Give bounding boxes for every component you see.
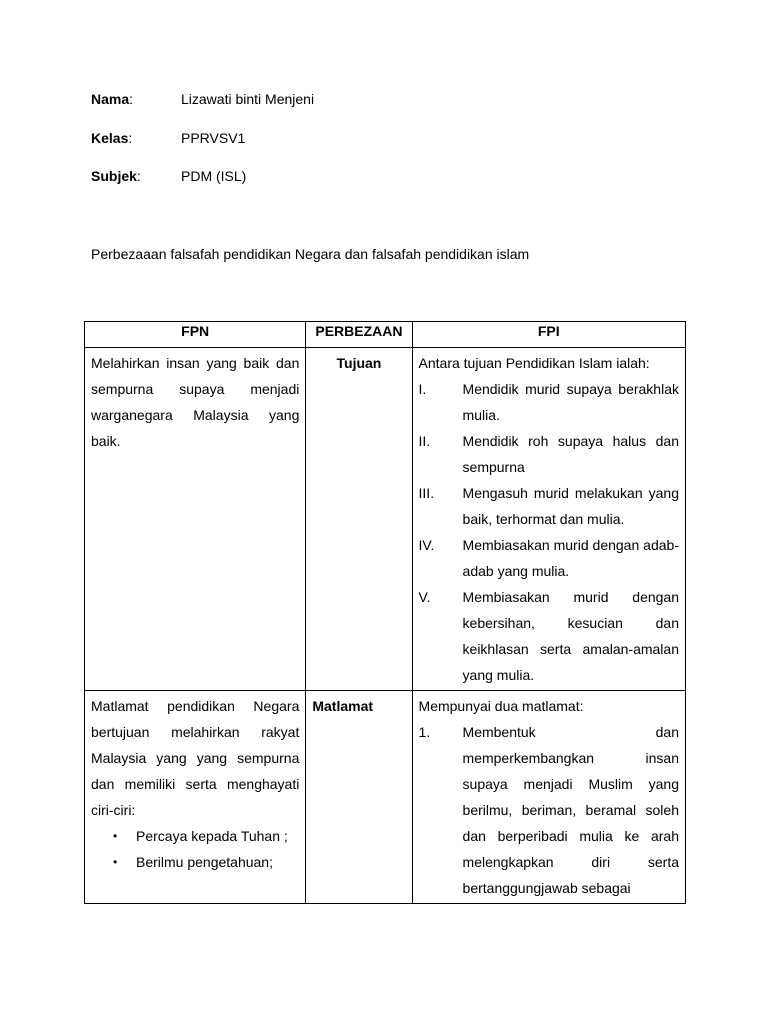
aspect-cell	[306, 348, 412, 691]
kelas-colon: :	[128, 130, 133, 146]
fpi-intro: Antara tujuan Pendidikan Islam ialah:	[418, 355, 650, 371]
list-item	[91, 849, 299, 875]
fpi-list	[419, 719, 679, 901]
header-perbezaan: PERBEZAAN	[306, 322, 412, 348]
header-fpn: FPN	[85, 322, 306, 348]
aspect-cell	[306, 691, 412, 904]
subjek-value: PDM (ISL)	[181, 168, 247, 184]
bullet-icon: •	[113, 855, 118, 869]
fpi-list	[419, 376, 679, 688]
list-item	[91, 823, 299, 849]
list-number: II.	[418, 433, 431, 449]
list-text: Mengasuh murid melakukan yang baik, terhormat dan mulia.	[462, 485, 679, 527]
nama-colon: :	[129, 91, 134, 107]
kelas-label-group	[91, 130, 181, 146]
nama-label: Nama	[91, 91, 130, 107]
bullet-icon: •	[113, 829, 118, 843]
subjek-label: Subjek	[91, 168, 137, 184]
kelas-label: Kelas	[91, 130, 129, 146]
list-item	[419, 428, 679, 480]
fpn-cell	[85, 691, 306, 904]
list-item	[419, 376, 679, 428]
nama-value: Lizawati binti Menjeni	[181, 91, 315, 107]
list-item	[419, 719, 679, 901]
list-text: Membiasakan murid dengan kebersihan, kesucian dan keikhlasan serta amalan-amalan yang mulia.	[462, 589, 679, 683]
list-number: III.	[418, 485, 435, 501]
subjek-label-group	[91, 168, 181, 184]
kelas-value: PPRVSV1	[181, 130, 246, 146]
aspect-label: Matlamat	[312, 698, 374, 714]
document-title: Perbezaaan falsafah pendidikan Negara dan falsafah pendidikan islam	[91, 246, 530, 262]
fpi-cell	[412, 348, 685, 691]
list-text: Membiasakan murid dengan adab-adab yang mulia.	[462, 537, 679, 579]
list-item	[419, 532, 679, 584]
table-row-tujuan	[85, 348, 686, 691]
list-number: I.	[418, 381, 427, 397]
fpi-cell	[412, 691, 685, 904]
header-fpi: FPI	[412, 322, 685, 348]
fpi-intro: Mempunyai dua matlamat:	[418, 698, 584, 714]
fpn-text: Matlamat pendidikan Negara bertujuan melahirkan rakyat Malaysia yang yang sempurna dan memiliki serta menghayati ciri-ciri:	[91, 698, 300, 818]
aspect-label: Tujuan	[336, 355, 382, 371]
table-row-matlamat	[85, 691, 686, 904]
fpn-text: Melahirkan insan yang baik dan sempurna supaya menjadi warganegara Malaysia yang baik.	[91, 355, 300, 449]
list-text: Mendidik roh supaya halus dan sempurna	[462, 433, 679, 475]
table-header-row	[85, 322, 686, 348]
list-text: Percaya kepada Tuhan ;	[136, 828, 288, 844]
list-number: IV.	[418, 537, 435, 553]
fpn-bullet-list	[91, 823, 299, 875]
list-text: Berilmu pengetahuan;	[136, 854, 273, 870]
subjek-colon: :	[136, 168, 141, 184]
comparison-table	[84, 321, 686, 904]
list-item	[419, 584, 679, 688]
list-text: Membentuk dan memperkembangkan insan supaya menjadi Muslim yang berilmu, beriman, beramal soleh dan berperibadi mulia ke arah melengkapkan diri serta bertanggungjawab sebagai	[462, 724, 679, 896]
nama-label-group	[91, 91, 181, 107]
list-number: V.	[418, 589, 431, 605]
fpn-cell	[85, 348, 306, 691]
list-item	[419, 480, 679, 532]
list-text: Mendidik murid supaya berakhlak mulia.	[462, 381, 679, 423]
list-number: 1.	[418, 724, 431, 740]
